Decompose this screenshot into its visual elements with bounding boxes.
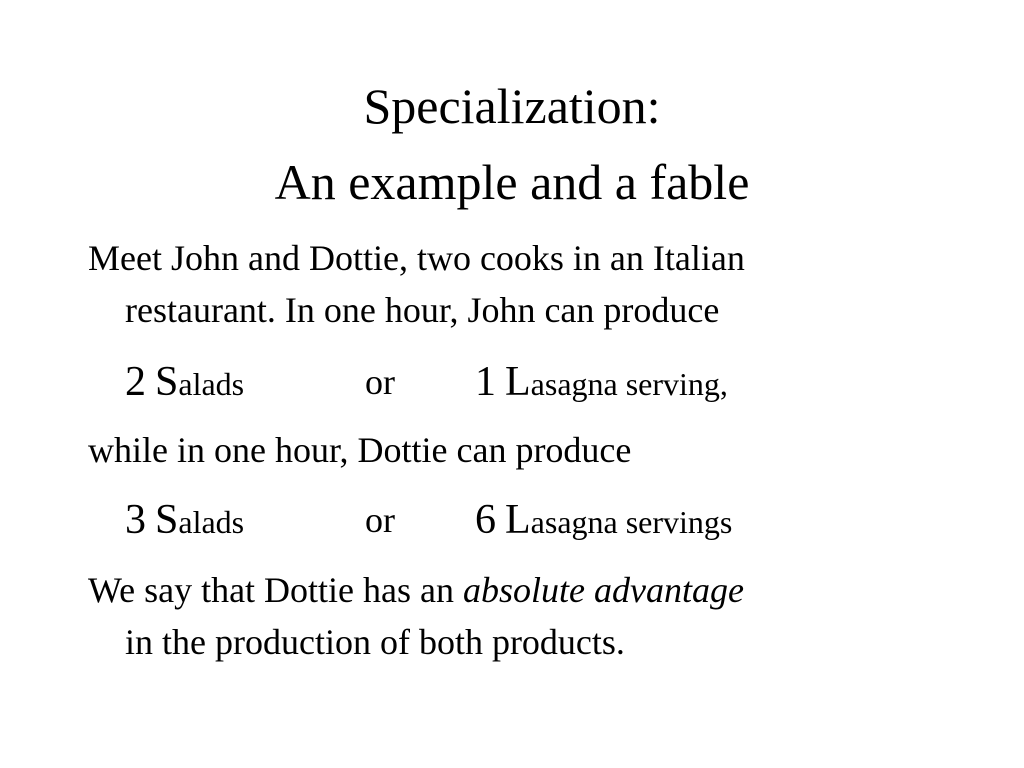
conclusion-line-2: in the production of both products.	[125, 622, 625, 662]
john-salad-initial: S	[155, 359, 179, 405]
dottie-lasagna-count: 6	[475, 497, 496, 543]
dottie-lasagna	[475, 494, 732, 548]
title-line-1: Specialization:	[363, 78, 661, 134]
dottie-lasagna-initial: L	[505, 497, 531, 543]
dottie-or: or	[365, 500, 395, 540]
paragraph-conclusion	[88, 564, 948, 668]
absolute-advantage-term: absolute advantage	[463, 570, 744, 610]
dottie-salads	[125, 494, 244, 548]
john-lasagna-rest: asagna serving,	[530, 366, 728, 402]
paragraph-dottie	[88, 424, 948, 476]
conclusion-line-1	[88, 564, 948, 616]
john-salad-count: 2	[125, 359, 146, 405]
dottie-line: while in one hour, Dottie can produce	[88, 430, 632, 470]
conclusion-prefix: We say that Dottie has an	[88, 570, 463, 610]
john-salad-rest: alads	[178, 366, 245, 402]
dottie-salad-initial: S	[155, 497, 179, 543]
john-lasagna	[475, 356, 728, 410]
dottie-salad-count: 3	[125, 497, 146, 543]
john-lasagna-count: 1	[475, 359, 496, 405]
intro-line-1: Meet John and Dottie, two cooks in an Italian	[88, 238, 745, 278]
intro-line-2: restaurant. In one hour, John can produce	[125, 290, 720, 330]
paragraph-intro	[88, 232, 948, 336]
title-line-2: An example and a fable	[274, 154, 750, 210]
slide-title	[0, 68, 1024, 220]
dottie-lasagna-rest: asagna servings	[530, 504, 733, 540]
john-lasagna-initial: L	[505, 359, 531, 405]
dottie-salad-rest: alads	[178, 504, 245, 540]
john-or: or	[365, 362, 395, 402]
john-salads	[125, 356, 244, 410]
